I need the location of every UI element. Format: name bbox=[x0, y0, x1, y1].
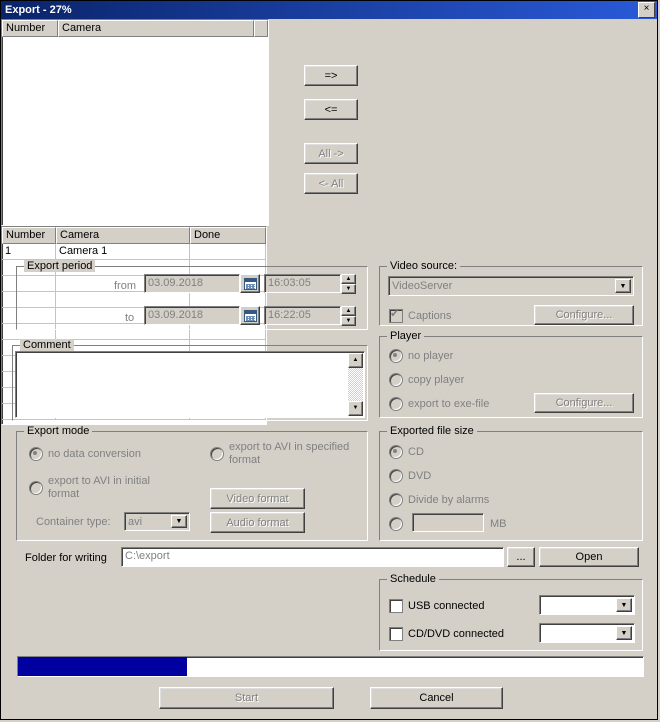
cell-number: 1 bbox=[2, 244, 56, 260]
comment-legend: Comment bbox=[20, 339, 74, 351]
file-size-option-dvd[interactable] bbox=[389, 469, 431, 483]
folder-label: Folder for writing bbox=[25, 552, 107, 564]
folder-input[interactable]: C:\export bbox=[121, 547, 504, 567]
cell-done bbox=[190, 244, 266, 260]
player-option-label: no player bbox=[408, 350, 454, 362]
remove-all-button[interactable]: <- All bbox=[304, 173, 358, 194]
radio-dot bbox=[389, 517, 403, 531]
export-progress-bar bbox=[17, 656, 644, 677]
container-type-label: Container type: bbox=[36, 516, 111, 528]
window-title: Export - 27% bbox=[5, 4, 72, 16]
progress-fill bbox=[18, 657, 187, 676]
close-icon[interactable]: × bbox=[638, 2, 655, 18]
player-option-copy-player[interactable] bbox=[389, 373, 464, 387]
source-list-header bbox=[2, 20, 268, 37]
radio-dot bbox=[389, 493, 403, 507]
file-size-option-cd[interactable] bbox=[389, 445, 424, 459]
target-col-done: Done bbox=[190, 227, 266, 244]
audio-format-button[interactable]: Audio format bbox=[210, 512, 305, 533]
player-legend: Player bbox=[387, 330, 424, 342]
video-source-legend: Video source: bbox=[387, 260, 460, 272]
cancel-button[interactable]: Cancel bbox=[370, 687, 503, 709]
cddvd-schedule-select[interactable] bbox=[539, 623, 635, 643]
spin-up-icon[interactable]: ▲ bbox=[341, 306, 356, 316]
video-format-button[interactable]: Video format bbox=[210, 488, 305, 509]
chevron-down-icon[interactable]: ▼ bbox=[616, 626, 632, 640]
export-mode-avi-specified[interactable] bbox=[210, 441, 350, 467]
comment-scrollbar[interactable] bbox=[348, 353, 363, 416]
target-col-number: Number bbox=[2, 227, 56, 244]
folder-open-button[interactable]: Open bbox=[539, 547, 639, 567]
export-mode-no-conversion[interactable] bbox=[29, 447, 141, 461]
checkbox-box bbox=[389, 627, 403, 641]
comment-input[interactable] bbox=[15, 351, 365, 418]
video-source-select[interactable] bbox=[388, 276, 634, 296]
radio-dot bbox=[389, 349, 403, 363]
video-source-configure-button[interactable]: Configure... bbox=[534, 305, 634, 325]
radio-dot bbox=[389, 445, 403, 459]
from-time-value[interactable]: 16:03:05 bbox=[264, 274, 341, 293]
checkbox-box bbox=[389, 309, 403, 323]
chevron-down-icon[interactable]: ▼ bbox=[616, 598, 632, 612]
scroll-down-icon[interactable]: ▼ bbox=[348, 401, 363, 416]
checkbox-box bbox=[389, 599, 403, 613]
file-size-option-divide-by-alarms[interactable] bbox=[389, 493, 489, 507]
to-date-field[interactable]: 03.09.2018 bbox=[144, 306, 240, 325]
to-time-spinner[interactable] bbox=[264, 306, 356, 325]
file-size-label: CD bbox=[408, 446, 424, 458]
exported-file-size-legend: Exported file size bbox=[387, 425, 477, 437]
calendar-icon bbox=[244, 278, 257, 290]
source-col-camera: Camera bbox=[58, 20, 254, 37]
captions-checkbox[interactable] bbox=[389, 309, 451, 323]
file-size-custom-input[interactable] bbox=[412, 513, 484, 532]
container-type-select[interactable] bbox=[124, 512, 190, 531]
calendar-icon bbox=[244, 310, 257, 322]
target-list-header bbox=[2, 227, 266, 244]
chevron-down-icon[interactable]: ▼ bbox=[171, 515, 187, 528]
remove-button[interactable]: <= bbox=[304, 99, 358, 120]
source-camera-list[interactable] bbox=[1, 19, 269, 226]
source-col-spacer bbox=[254, 20, 268, 37]
cell-camera: Camera 1 bbox=[56, 244, 190, 260]
export-mode-label: no data conversion bbox=[48, 448, 141, 460]
radio-dot bbox=[389, 373, 403, 387]
title-bar bbox=[1, 1, 657, 19]
captions-label: Captions bbox=[408, 310, 452, 322]
file-size-label: Divide by alarms bbox=[408, 494, 490, 506]
player-option-label: copy player bbox=[408, 374, 465, 386]
export-mode-avi-initial[interactable] bbox=[29, 475, 179, 501]
file-size-option-custom[interactable] bbox=[389, 517, 408, 531]
scrollbar-track[interactable] bbox=[348, 368, 363, 401]
usb-schedule-select[interactable] bbox=[539, 595, 635, 615]
player-option-label: export to exe-file bbox=[408, 398, 490, 410]
export-mode-label: export to AVI in initial format bbox=[48, 475, 150, 500]
export-period-legend: Export period bbox=[24, 260, 95, 272]
from-label: from bbox=[114, 280, 136, 292]
cddvd-connected-checkbox[interactable] bbox=[389, 627, 504, 641]
to-time-value[interactable]: 16:22:05 bbox=[264, 306, 341, 325]
chevron-down-icon[interactable]: ▼ bbox=[615, 279, 631, 293]
start-button[interactable]: Start bbox=[159, 687, 334, 709]
to-time-arrows[interactable] bbox=[341, 306, 356, 325]
source-col-number: Number bbox=[2, 20, 58, 37]
from-date-field[interactable]: 03.09.2018 bbox=[144, 274, 240, 293]
usb-connected-checkbox[interactable] bbox=[389, 599, 484, 613]
from-date-calendar-button[interactable] bbox=[240, 274, 260, 293]
container-type-value: avi bbox=[128, 515, 143, 528]
file-size-unit-label: MB bbox=[490, 518, 507, 530]
spin-up-icon[interactable]: ▲ bbox=[341, 274, 356, 284]
file-size-label: DVD bbox=[408, 470, 432, 482]
folder-browse-button[interactable]: ... bbox=[507, 547, 535, 567]
player-configure-button[interactable]: Configure... bbox=[534, 393, 634, 413]
spin-down-icon[interactable]: ▼ bbox=[341, 284, 356, 294]
add-button[interactable]: => bbox=[304, 65, 358, 86]
table-row[interactable] bbox=[2, 244, 266, 260]
to-date-calendar-button[interactable] bbox=[240, 306, 260, 325]
radio-dot bbox=[29, 481, 43, 495]
from-time-arrows[interactable] bbox=[341, 274, 356, 293]
video-source-value: VideoServer bbox=[392, 280, 453, 292]
scroll-up-icon[interactable]: ▲ bbox=[348, 353, 363, 368]
player-option-export-exe[interactable] bbox=[389, 397, 489, 411]
from-time-spinner[interactable] bbox=[264, 274, 356, 293]
cddvd-connected-label: CD/DVD connected bbox=[408, 628, 504, 640]
spin-down-icon[interactable]: ▼ bbox=[341, 316, 356, 326]
radio-dot bbox=[389, 469, 403, 483]
usb-connected-label: USB connected bbox=[408, 600, 485, 612]
radio-dot bbox=[210, 447, 224, 461]
player-option-no-player[interactable] bbox=[389, 349, 453, 363]
export-mode-legend: Export mode bbox=[24, 425, 92, 437]
radio-dot bbox=[29, 447, 43, 461]
export-mode-label: export to AVI in specified format bbox=[229, 441, 350, 466]
to-label: to bbox=[125, 312, 135, 324]
radio-dot bbox=[389, 397, 403, 411]
add-all-button[interactable]: All -> bbox=[304, 143, 358, 164]
schedule-legend: Schedule bbox=[387, 573, 439, 585]
target-col-camera: Camera bbox=[56, 227, 190, 244]
